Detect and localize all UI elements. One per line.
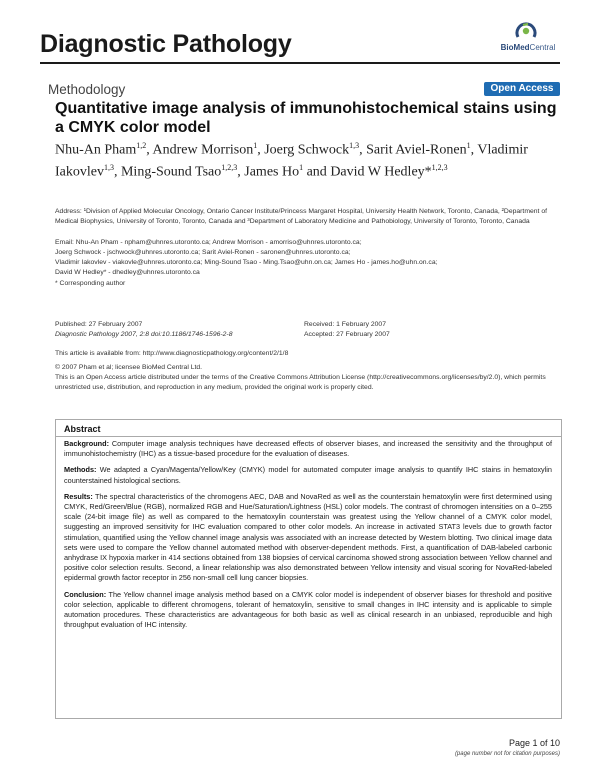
author-list bbox=[55, 137, 560, 180]
abstract-body bbox=[64, 439, 552, 636]
author-name: Ming-Sound Tsao bbox=[120, 164, 222, 180]
abstract-heading: Abstract bbox=[64, 424, 101, 434]
availability-url[interactable]: This article is available from: http://www.diagnosticpathology.org/content/2/1/8 bbox=[55, 350, 289, 357]
author-affiliation: 1,3 bbox=[349, 141, 360, 150]
abstract-box bbox=[55, 419, 562, 719]
review-dates bbox=[304, 320, 554, 340]
author-name: Sarit Aviel-Ronen bbox=[366, 142, 467, 158]
abstract-label: Results: bbox=[64, 491, 93, 501]
abstract-text: We adapted a Cyan/Magenta/Yellow/Key (CMYK) model for automated computer image analysis to quantify IHC stains in hematoxylin counterstained histological sections. bbox=[64, 465, 552, 485]
abstract-paragraph bbox=[64, 492, 552, 584]
publication-info bbox=[55, 320, 315, 340]
author-addresses: Address: ¹Division of Applied Molecular Oncology, Ontario Cancer Institute/Princess Margaret Hospital, University Health Network, Toronto, Canada, ²Department of Medical Biophysics, University of Toronto, Toronto, Canada and ³Department of Laboratory Medicine and Pathobiology, University of Toronto, Toronto, Canada bbox=[55, 208, 547, 225]
author-emails bbox=[55, 238, 560, 278]
author-name: Andrew Morrison bbox=[152, 142, 254, 158]
article-section: Methodology bbox=[48, 82, 126, 97]
author-separator: , bbox=[237, 164, 245, 180]
author-separator: , bbox=[359, 142, 367, 158]
copyright-line: © 2007 Pham et al; licensee BioMed Central Ltd. bbox=[55, 364, 203, 371]
article-title: Quantitative image analysis of immunohistochemical stains using a CMYK color model bbox=[55, 100, 557, 136]
abstract-label: Conclusion: bbox=[64, 589, 107, 599]
author-separator: , bbox=[113, 164, 121, 180]
abstract-text: The spectral characteristics of the chromogens AEC, DAB and NovaRed as well as the counterstain hematoxylin were first determined using CMYK, Red/Green/Blue (RGB), normalized RGB and Hue/Saturation/Lightness (HSL) color models. The contrast of chromogen intensities on a 0–255 scale (24-bit image file) as well as compared to the hematoxylin counterstain was greatest using the Yellow channel of a CMYK color model, suggesting an improved sensitivity for IHC evaluation compared to other color models. An increase in activated STAT3 levels due to growth factor stimulation, quantified using the Yellow channel image analysis was associated with an increase detected by Western blotting. Two clinical image data sets were used to compare the Yellow channel automated method with observer-dependent methods. First, a quantification of DAB-labeled carbonic anhydrase IX hypoxia marker in 414 sections obtained from 138 biopsies of cervical carcinoma showed strong association between Yellow channel and positive color selection results. Second, a linear relationship was also demonstrated between Yellow intensity and visual scoring for NovaRed-labeled epidermal growth factor receptor in 256 non-small cell lung cancer biopsies. bbox=[64, 491, 552, 583]
author-affiliation: 1 bbox=[253, 141, 258, 150]
abstract-paragraph bbox=[64, 439, 552, 459]
abstract-label: Background: bbox=[64, 439, 109, 448]
license-text: This is an Open Access article distributed under the terms of the Creative Commons Attribution License (http://creativecommons.org/licenses/by/2.0), which permits unrestricted use, distribution, and reproduction in any medium, provided the original work is properly cited. bbox=[55, 374, 546, 391]
published-date: Published: 27 February 2007 bbox=[55, 321, 143, 328]
author-separator: and bbox=[303, 164, 331, 180]
received-date: Received: 1 February 2007 bbox=[304, 321, 386, 328]
author-separator: , bbox=[257, 142, 265, 158]
publisher-brand: BioMed bbox=[500, 43, 530, 52]
abstract-paragraph bbox=[64, 590, 552, 631]
biomed-logo-icon bbox=[514, 20, 538, 42]
abstract-paragraph bbox=[64, 465, 552, 485]
author-name: James Ho bbox=[244, 164, 300, 180]
copyright-block bbox=[55, 363, 560, 393]
author-name: David W Hedley* bbox=[330, 164, 432, 180]
author-affiliation: 1,3 bbox=[103, 162, 114, 172]
journal-title: Diagnostic Pathology bbox=[40, 30, 292, 58]
accepted-date: Accepted: 27 February 2007 bbox=[304, 331, 390, 338]
author-affiliation: 1 bbox=[466, 141, 471, 150]
author-separator: , bbox=[146, 142, 153, 158]
email-line: Vladimir Iakovlev - viakovle@uhnres.utoronto.ca; Ming-Sound Tsao - Ming.Tsao@uhn.on.ca; James Ho - james.ho@uhn.on.ca; bbox=[55, 259, 438, 266]
email-line: Joerg Schwock - jschwock@uhnres.utoronto.ca; Sarit Aviel-Ronen - saronen@uhnres.utoronto.ca; bbox=[55, 249, 351, 256]
publisher-sub: Central bbox=[529, 43, 556, 52]
author-name: Joerg Schwock bbox=[264, 142, 350, 158]
author-affiliation: 1 bbox=[299, 162, 304, 172]
author-affiliation: 1,2,3 bbox=[431, 162, 448, 172]
open-access-badge: Open Access bbox=[484, 82, 560, 96]
author-separator: , bbox=[470, 142, 478, 158]
email-line: David W Hedley* - dhedley@uhnres.utoronto.ca bbox=[55, 269, 200, 276]
email-line: Email: Nhu-An Pham - npham@uhnres.utoronto.ca; Andrew Morrison - amorriso@uhnres.utoronto.ca; bbox=[55, 239, 362, 246]
abstract-rule bbox=[56, 436, 561, 437]
page-number: Page 1 of 10 bbox=[508, 738, 560, 748]
author-affiliation: 1,2 bbox=[136, 141, 147, 150]
biomed-central-logo bbox=[492, 20, 564, 54]
author-name: Nhu-An Pham bbox=[55, 142, 137, 158]
author-affiliation: 1,2,3 bbox=[221, 162, 238, 172]
publisher-name bbox=[492, 43, 564, 52]
corresponding-author-note: * Corresponding author bbox=[55, 280, 126, 287]
author-name: Vladimir Iakovlev bbox=[55, 142, 528, 180]
abstract-text: Computer image analysis techniques have decreased effects of observer biases, and increased the sensitivity and the throughput of immunohistochemistry (IHC) as a tissue-based procedure for the evaluation of diseases. bbox=[64, 439, 552, 459]
page-number-note: (page number not for citation purposes) bbox=[454, 751, 560, 757]
citation: Diagnostic Pathology 2007, 2:8 doi:10.1186/1746-1596-2-8 bbox=[55, 331, 233, 338]
abstract-label: Methods: bbox=[64, 465, 97, 475]
abstract-text: The Yellow channel image analysis method based on a CMYK color model is independent of observer biases for threshold and positive color selection, applicable to different chromogens, tolerant of hematoxylin, sensitive to small changes in IHC intensity and is applicable to simple automation procedures. These characteristics are advantageous for both basic as well as clinical research in an unbiased, reproducible and high throughput evaluation of IHC intensity. bbox=[64, 589, 552, 630]
header-rule bbox=[40, 62, 560, 64]
